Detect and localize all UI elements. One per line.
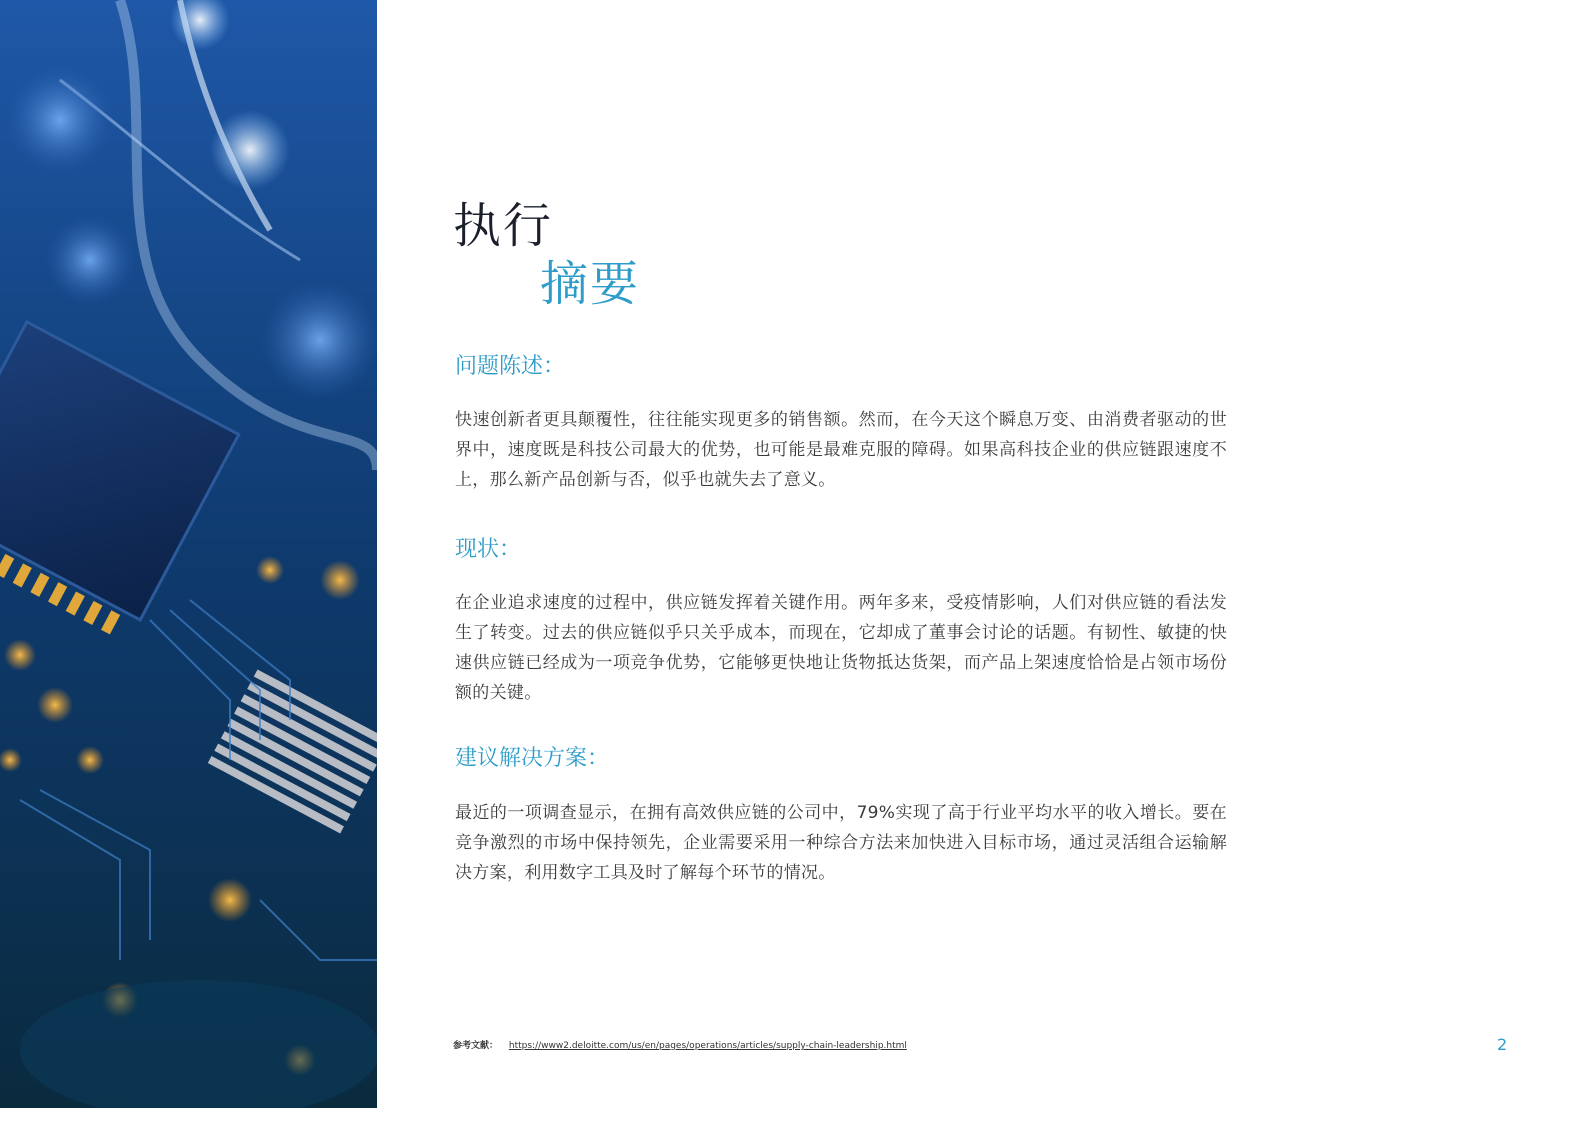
- section-body-solution: 最近的一项调查显示，在拥有高效供应链的公司中，79%实现了高于行业平均水平的收入增长。要在竞争激烈的市场中保持领先，企业需要采用一种综合方法来加快进入目标市场，通过灵活组合运输解决方案，利用数字工具及时了解每个环节的情况。: [455, 803, 1227, 883]
- section-body-problem: 快速创新者更具颠覆性，往往能实现更多的销售额。然而，在今天这个瞬息万变、由消费者驱动的世界中，速度既是科技公司最大的优势，也可能是最难克服的障碍。如果高科技企业的供应链跟速度不上，那么新产品创新与否，似乎也就失去了意义。: [455, 410, 1227, 490]
- footer-reference: [453, 1040, 907, 1052]
- page-title-line1: 执行: [453, 198, 554, 254]
- reference-link[interactable]: https://www2.deloitte.com/us/en/pages/operations/articles/supply-chain-leadership.html: [508, 1041, 907, 1051]
- reference-label: 参考文献：: [453, 1041, 499, 1051]
- page-number: 2: [1497, 1035, 1508, 1054]
- section-heading-solution: 建议解决方案：: [455, 746, 610, 771]
- section-heading-status: 现状：: [455, 537, 522, 562]
- section-body-status: 在企业追求速度的过程中，供应链发挥着关键作用。两年多来，受疫情影响，人们对供应链的看法发生了转变。过去的供应链似乎只关乎成本，而现在，它却成了董事会讨论的话题。有韧性、敏捷的快速供应链已经成为一项竞争优势，它能够更快地让货物抵达货架，而产品上架速度恰恰是占领市场份额的关键。: [455, 593, 1227, 703]
- section-heading-problem: 问题陈述：: [455, 354, 566, 379]
- circuit-board-illustration: [0, 0, 377, 1108]
- hero-image: [0, 0, 377, 1108]
- page-title-line2: 摘要: [540, 256, 641, 312]
